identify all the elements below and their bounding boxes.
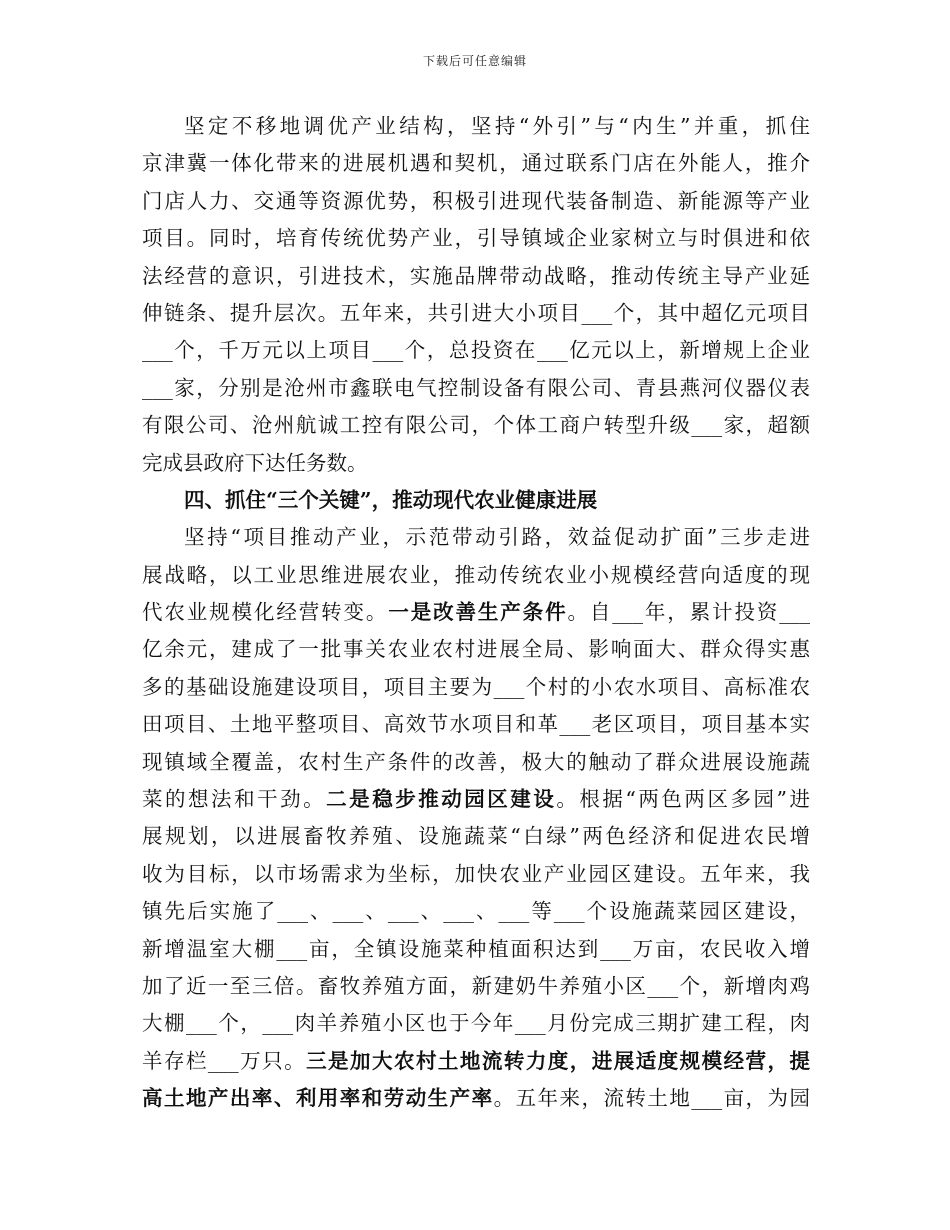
text-line: 坚持“项目推动产业，示范带动引路，效益促动扩面”三步走进	[184, 525, 810, 550]
text-line: 有限公司、沧州航诚工控有限公司，个体工商户转型升级___家，超额	[142, 413, 810, 438]
text-run: 菜的想法和干劲。	[142, 787, 327, 812]
text-line: 门店人力、交通等资源优势，积极引进现代装备制造、新能源等产业	[142, 188, 810, 213]
text-line: 多的基础设施建设项目，项目主要为___个村的小农水项目、高标准农	[142, 674, 810, 699]
text-line: 京津冀一体化带来的进展机遇和契机，通过联系门店在外能人，推介	[142, 151, 810, 176]
text-line	[142, 1080, 810, 1117]
text-run: 羊存栏___万只。	[142, 1048, 307, 1073]
text-line: 收为目标，以市场需求为坐标，加快农业产业园区建设。五年来，我	[142, 861, 810, 886]
text-line: 坚定不移地调优产业结构，坚持“外引”与“内生”并重，抓住	[184, 114, 810, 138]
text-line	[142, 594, 810, 631]
bold-text-run: 三是加大农村土地流转力度，进展适度规模经营，提	[306, 1048, 810, 1073]
text-line: 大棚___个，___肉羊养殖小区也于今年___月份完成三期扩建工程，肉	[142, 1011, 810, 1036]
text-line: 镇先后实施了___、___、___、___、___等___个设施蔬菜园区建设，	[142, 899, 810, 924]
text-line: 项目。同时，培育传统优势产业，引导镇域企业家树立与时俱进和依	[142, 226, 810, 251]
bold-text-run: 二是稳步推动园区建设	[326, 787, 557, 812]
section-heading: 四、抓住“三个关键”，推动现代农业健康进展	[184, 487, 598, 512]
text-line: 法经营的意识，引进技术，实施品牌带动战略，推动传统主导产业延	[142, 263, 810, 288]
text-run: 代农业规模化经营转变。	[142, 600, 389, 625]
bold-text-run: 一是改善生产条件	[388, 600, 568, 625]
text-line: ___家，分别是沧州市鑫联电气控制设备有限公司、青县燕河仪器仪表	[142, 375, 810, 400]
text-line: 完成县政府下达任务数。	[142, 450, 368, 475]
text-line: 伸链条、提升层次。五年来，共引进大小项目___个，其中超亿元项目	[142, 300, 810, 325]
text-line	[142, 781, 810, 818]
page-header: 下载后可任意编辑	[422, 54, 527, 68]
text-line	[142, 1043, 810, 1080]
bold-text-run: 高土地产出率、利用率和劳动生产率	[142, 1086, 494, 1111]
text-line: 加了近一至三倍。畜牧养殖方面，新建奶牛养殖小区___个，新增肉鸡	[142, 973, 810, 998]
text-line: 展规划，以进展畜牧养殖、设施蔬菜“白绿”两色经济和促进农民增	[142, 824, 810, 849]
text-run: 。自___年，累计投资___	[567, 600, 810, 625]
text-line: 展战略，以工业思维进展农业，推动传统农业小规模经营向适度的现	[142, 562, 810, 587]
text-line: 田项目、土地平整项目、高效节水项目和革___老区项目，项目基本实	[142, 712, 810, 737]
text-line: 亿余元，建成了一批事关农业农村进展全局、影响面大、群众得实惠	[142, 637, 810, 662]
text-line: 现镇域全覆盖，农村生产条件的改善，极大的触动了群众进展设施蔬	[142, 749, 810, 774]
text-run: 。五年来，流转土地___亩，为园	[493, 1086, 810, 1111]
text-run: 。根据“两色两区多园”进	[556, 787, 810, 812]
text-line: ___个，千万元以上项目___个，总投资在___亿元以上，新增规上企业	[142, 338, 810, 363]
text-line: 新增温室大棚___亩，全镇设施菜种植面积达到___万亩，农民收入增	[142, 936, 810, 961]
document-body	[142, 108, 810, 1118]
